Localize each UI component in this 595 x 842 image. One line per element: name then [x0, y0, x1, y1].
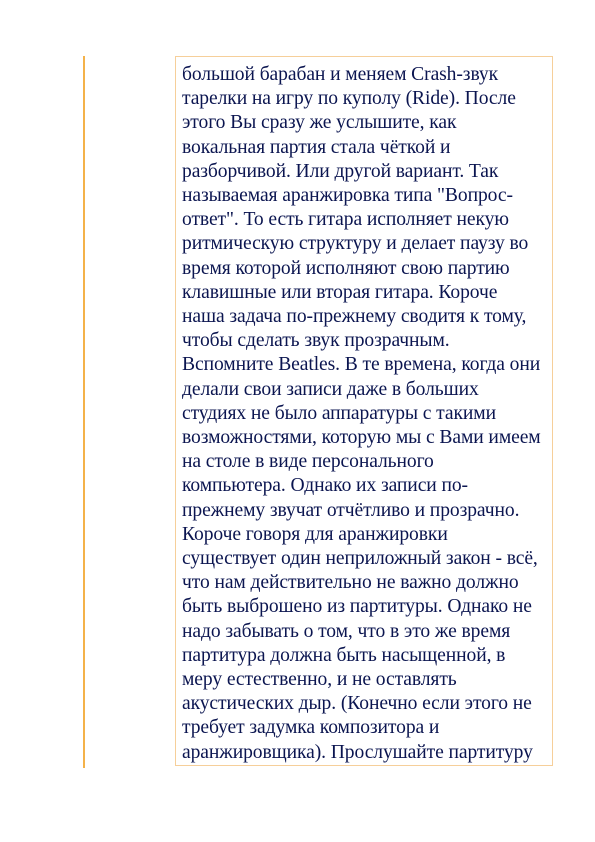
text-frame	[175, 56, 553, 766]
body-line: прежнему звучат отчётливо и прозрачно.	[182, 499, 520, 521]
body-line: делали свои записи даже в больших	[182, 378, 479, 400]
body-line: разборчивой. Или другой вариант. Так	[182, 160, 499, 182]
body-line: этого Вы сразу же услышите, как	[182, 112, 457, 134]
body-line: Короче говоря для аранжировки	[182, 523, 448, 545]
body-line: надо забывать о том, что в это же время	[182, 620, 511, 642]
body-line: требует задумка композитора и	[182, 717, 440, 739]
body-line: ритмическую структуру и делает паузу во	[182, 233, 529, 255]
body-line: существует один неприложный закон - всё,	[182, 548, 538, 570]
body-line: большой барабан и меняем Crash-звук	[182, 64, 499, 85]
body-line: меру естественно, и не оставлять	[182, 669, 457, 691]
body-line: акустических дыр. (Конечно если этого не	[182, 693, 532, 715]
body-line: что нам действительно не важно должно	[182, 572, 519, 594]
body-line: тарелки на игру по куполу (Ride). После	[182, 88, 516, 110]
body-line: чтобы сделать звук прозрачным.	[182, 330, 450, 352]
body-line: партитура должна быть насыщенной, в	[182, 644, 506, 666]
body-line: клавишные или вторая гитара. Короче	[182, 281, 498, 303]
margin-rule	[83, 56, 85, 768]
body-line: наша задача по-прежнему сводитя к тому,	[182, 306, 527, 328]
body-line: время которой исполняют свою партию	[182, 257, 510, 279]
body-line: вокальная партия стала чёткой и	[182, 136, 451, 158]
body-line: возможностями, которую мы с Вами имеем	[182, 427, 541, 449]
body-line: ответ". То есть гитара исполняет некую	[182, 209, 509, 231]
body-line: студиях не было аппаратуры с такими	[182, 402, 496, 424]
body-line: Вспомните Beatles. В те времена, когда они	[182, 354, 541, 376]
body-line: компьютера. Однако их записи по-	[182, 475, 468, 497]
body-line: аранжировщика). Прослушайте партитуру	[182, 741, 533, 763]
body-line: на столе в виде персонального	[182, 451, 434, 473]
body-line: называемая аранжировка типа "Вопрос-	[182, 185, 513, 207]
body-line: быть выброшено из партитуры. Однако не	[182, 596, 532, 618]
